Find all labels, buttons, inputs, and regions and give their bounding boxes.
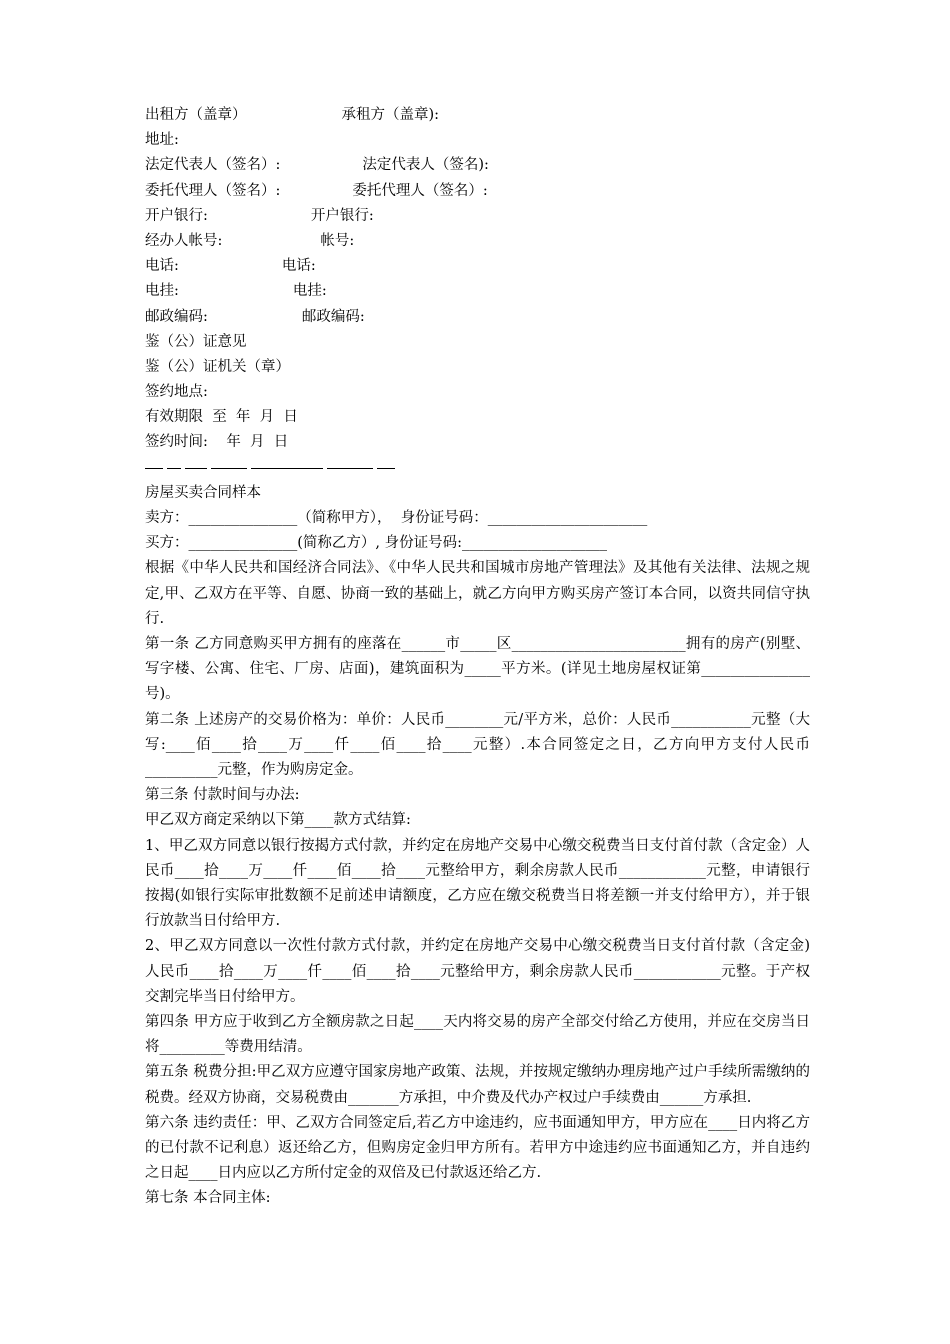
signature-row bbox=[145, 279, 810, 304]
article-3-title: 第三条 付款时间与办法: bbox=[145, 787, 300, 804]
signature-row bbox=[145, 380, 810, 405]
article-2: 第二条 上述房产的交易价格为：单价：人民币________元/平方米，总价：人民币___________元整（大写:____佰____拾____万____仟____佰____拾____元整）.本合同签定之日，乙方向甲方支付人民币 __________元整，作为购房定金。 bbox=[145, 711, 810, 778]
signature-left: 地址: bbox=[145, 132, 179, 149]
signature-right: 电挂: bbox=[292, 283, 327, 300]
article-6: 第六条 违约责任：甲、乙双方合同签定后,若乙方中途违约，应书面通知甲方，甲方应在____日内将乙方的已付款不记利息）返还给乙方，但购房定金归甲方所有。若甲方中途违约应书面通知乙方，并自违约之日起____日内应以乙方所付定金的双倍及已付款返还给乙方. bbox=[145, 1114, 810, 1182]
signature-left: 电话: bbox=[145, 258, 179, 275]
signature-row bbox=[145, 330, 810, 355]
signature-row bbox=[145, 430, 810, 455]
article-3-item-1: 1、甲乙双方同意以银行按揭方式付款，并约定在房地产交易中心缴交税费当日支付首付款（含定金）人民币____拾____万____仟____佰____拾____元整给甲方，剩余房款人民币____________元整，申请银行按揭(如银行实际审批数额不足前述申请额度，乙方应在缴交税费当日将差额一并支付给甲方），并于银行放款当日付给甲方. bbox=[145, 837, 810, 930]
signature-row bbox=[145, 153, 810, 178]
document-page bbox=[145, 103, 810, 1212]
signature-row bbox=[145, 204, 810, 229]
article-3-intro: 甲乙双方商定采纳以下第____款方式结算: bbox=[145, 812, 411, 829]
contract-title: 房屋买卖合同样本 bbox=[145, 484, 261, 501]
signature-left: 签约地点: bbox=[145, 384, 208, 401]
signature-left: 委托代理人（签名）: bbox=[145, 182, 281, 199]
signature-row bbox=[145, 305, 810, 330]
signature-left: 法定代表人（签名）: bbox=[145, 157, 281, 174]
signature-right: 承租方（盖章): bbox=[341, 107, 440, 123]
signature-left: 邮政编码: bbox=[145, 308, 208, 325]
signature-row bbox=[145, 103, 810, 128]
signature-row bbox=[145, 355, 810, 380]
signature-left: 经办人帐号: bbox=[145, 232, 223, 249]
article-3-item-2: 2、甲乙双方同意以一次性付款方式付款，并约定在房地产交易中心缴交税费当日支付首付款（含定金)人民币____拾____万____仟____佰____拾____元整给甲方，剩余房款人民币____________元整。于产权交割完毕当日付给甲方。 bbox=[145, 938, 810, 1005]
signature-left: 有效期限 至 年 月 日 bbox=[145, 409, 298, 426]
signature-right: 开户银行: bbox=[310, 207, 374, 224]
signature-left: 出租方（盖章） bbox=[145, 107, 247, 123]
article-4: 第四条 甲方应于收到乙方全额房款之日起____天内将交易的房产全部交付给乙方使用，并应在交房当日将_________等费用结清。 bbox=[145, 1014, 810, 1056]
signature-row bbox=[145, 405, 810, 430]
signature-row bbox=[145, 229, 810, 254]
signature-right: 法定代表人（签名): bbox=[362, 157, 489, 174]
signature-right: 电话: bbox=[281, 258, 316, 275]
signature-right: 帐号: bbox=[320, 232, 355, 249]
signature-left: 电挂: bbox=[145, 283, 179, 300]
signature-right: 邮政编码: bbox=[301, 308, 365, 325]
contract-intro: 根据《中华人民共和国经济合同法》、《中华人民共和国城市房地产管理法》及其他有关法律、法规之规定,甲、乙双方在平等、自愿、协商一致的基础上，就乙方向甲方购买房产签订本合同，以资共同信守执行. bbox=[145, 560, 810, 627]
seller-line: 卖方：_______________（简称甲方）， 身份证号码：______________________ bbox=[145, 510, 648, 526]
signature-left: 签约时间: 年 月 日 bbox=[145, 434, 289, 451]
signature-right: 委托代理人（签名）: bbox=[352, 182, 488, 199]
signature-left: 开户银行: bbox=[145, 207, 208, 224]
signature-left: 鉴（公）证意见 bbox=[145, 333, 247, 350]
section-divider bbox=[145, 456, 810, 481]
signature-row bbox=[145, 179, 810, 204]
article-1: 第一条 乙方同意购买甲方拥有的座落在______市_____区________________________拥有的房产(别墅、写字楼、公寓、住宅、厂房、店面)，建筑面积为_____平方米。(详见土地房屋权证第_______________号)。 bbox=[145, 635, 810, 703]
signature-row bbox=[145, 128, 810, 153]
signature-left: 鉴（公）证机关（章） bbox=[145, 358, 290, 375]
signature-row bbox=[145, 254, 810, 279]
article-5: 第五条 税费分担:甲乙双方应遵守国家房地产政策、法规，并按规定缴纳办理房地产过户手续所需缴纳的税费。经双方协商，交易税费由_______方承担，中介费及代办产权过户手续费由______方承担. bbox=[145, 1064, 810, 1106]
buyer-line: 买方：_______________(简称乙方）, 身份证号码:____________________ bbox=[145, 535, 608, 552]
article-7-title: 第七条 本合同主体: bbox=[145, 1190, 271, 1207]
